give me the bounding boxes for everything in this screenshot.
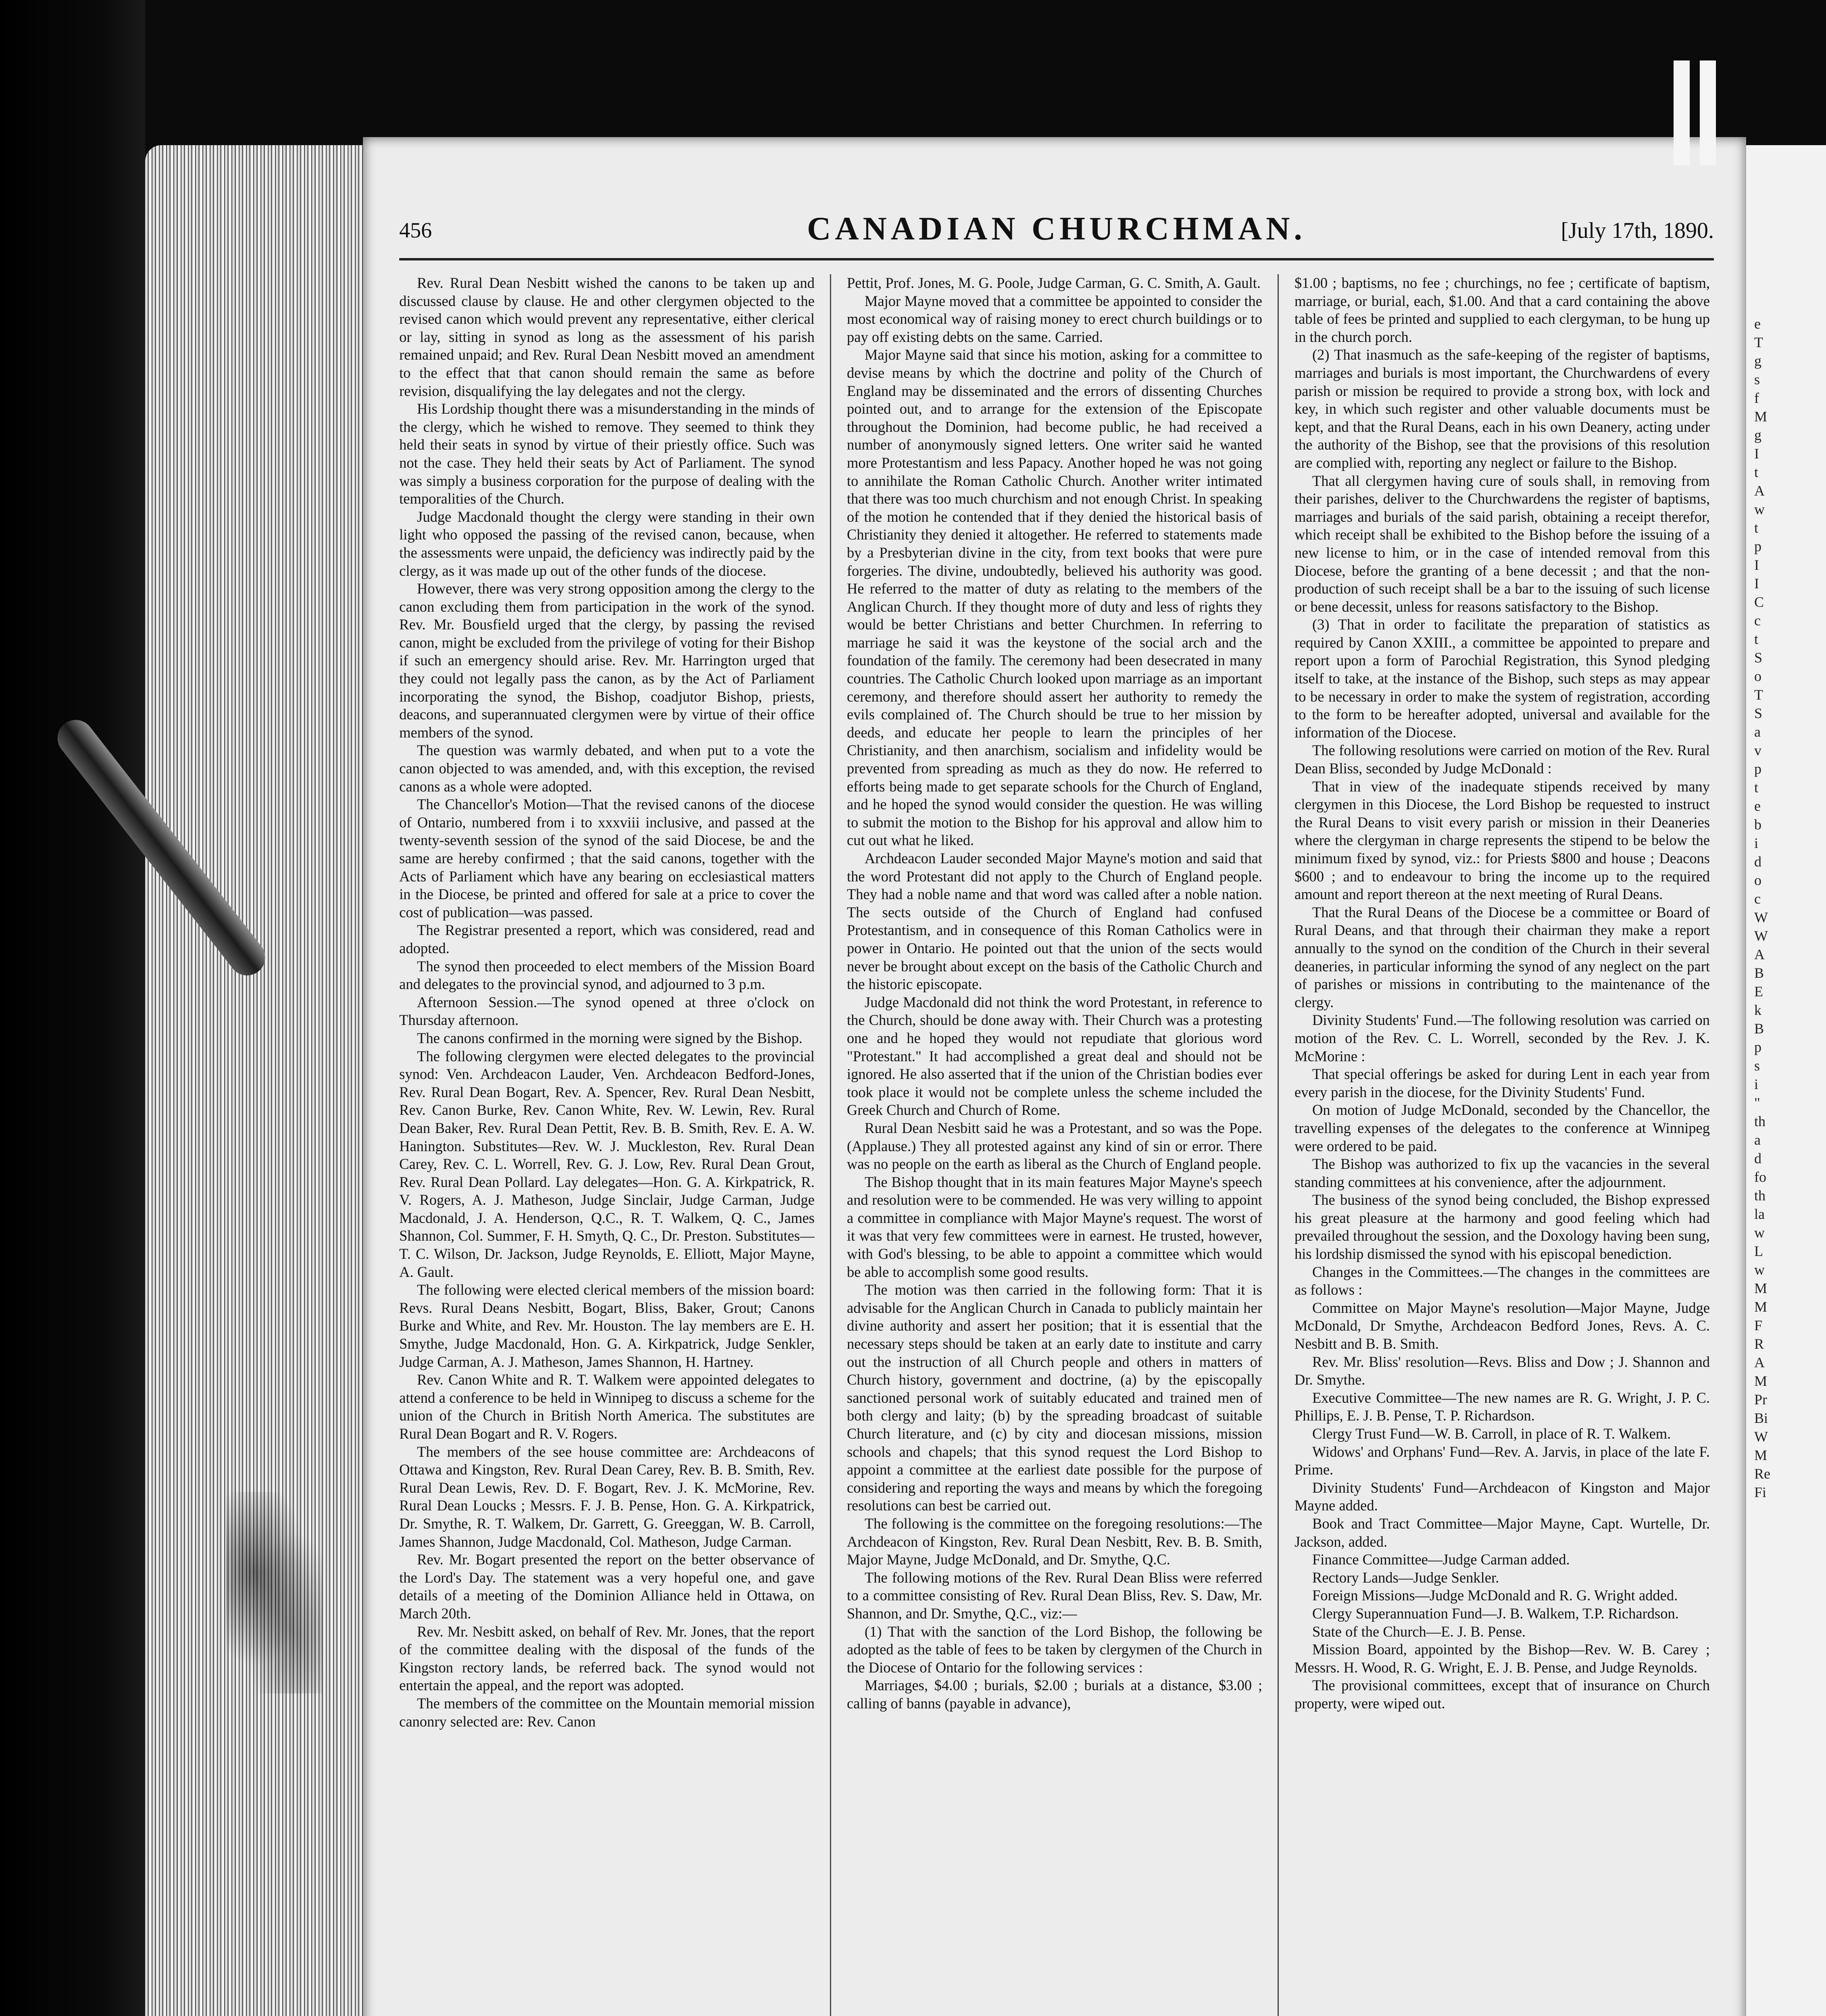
fragment-line: C: [1754, 594, 1764, 610]
fragment-line: Bi: [1754, 1410, 1768, 1426]
fragment-line: F: [1754, 1317, 1763, 1333]
paragraph: The question was warmly debated, and when put to a vote the canon objected to was amended, and, with this exception, the revised canons as a whole were adopted.: [399, 742, 815, 795]
paragraph: Archdeacon Lauder seconded Major Mayne's motion and said that the word Protestant did not apply to the Church of England people. They had a noble name and that word was called after a noble nation. The sects outside of the Church of England had confused Protestantism, and in consequence of this Roman Catholics were in power in Ontario. He pointed out that the union of the sects would never be brought about except on the basis of the Catholic Church and the historic episcopate.: [847, 850, 1262, 993]
paragraph: The synod then proceeded to elect members of the Mission Board and delegates to the provincial synod, and adjourned to 3 p.m.: [399, 958, 815, 993]
journal-title: CANADIAN CHURCHMAN.: [807, 210, 1306, 247]
fragment-line: w: [1754, 501, 1765, 517]
paragraph: The Bishop thought that in its main features Major Mayne's speech and resolution were to be commended. He was very willing to appoint a committee in compliance with Major Mayne's request. The worst of it was that very few committees were in earnest. He trusted, however, with God's blessing, to be able to appoint a committee which would be able to accomplish some good results.: [847, 1173, 1262, 1280]
fragment-line: p: [1754, 1039, 1761, 1055]
fragment-line: e: [1754, 798, 1761, 814]
paragraph: The following clergymen were elected delegates to the provincial synod: Ven. Archdeacon Lauder, Ven. Archdeacon Bedford-Jones, Rev. Rural Dean Bogart, Rev. A. Spencer, Rev. Rural Dean Nesbitt, Rev. Canon Burke, Rev. Canon White, Rev. W. Lewin, Rev. Rural Dean Baker, Rev. Rural Dean Pettit, Rev. B. B. Smith, Rev. E. A. W. Hanington. Substitutes—Rev. W. J. Muckleston, Rev. Rural Dean Carey, Rev. C. L. Worrell, Rev. G. J. Low, Rev. Rural Dean Grout, Rev. Rural Dean Pollard. Lay delegates—Hon. G. A. Kirkpatrick, R. V. Rogers, A. J. Matheson, Judge Sinclair, Judge Carman, Judge Macdonald, J. A. Henderson, Q.C., R. T. Walkem, Q. C., James Shannon, Col. Summer, F. H. Smyth, Q. C., Dr. Preston. Substitutes—T. C. Wilson, Dr. Jackson, Judge Reynolds, E. Elliott, Major Mayne, A. Gault.: [399, 1048, 815, 1280]
fragment-line: A: [1754, 946, 1765, 962]
paragraph: Rev. Mr. Bogart presented the report on the better observance of the Lord's Day. The statement was a very hopeful one, and gave details of a meeting of the Dominion Alliance held in Ottawa, on March 20th.: [399, 1551, 815, 1622]
fragment-line: M: [1754, 1280, 1768, 1296]
fragment-line: I: [1754, 446, 1759, 462]
fragment-line: p: [1754, 761, 1761, 777]
fragment-line: R: [1754, 1336, 1764, 1352]
fragment-line: Re: [1754, 1466, 1770, 1482]
fragment-line: W: [1754, 928, 1768, 944]
paragraph: The Registrar presented a report, which was considered, read and adopted.: [399, 922, 815, 956]
fragment-line: th: [1754, 1113, 1766, 1129]
paragraph: That special offerings be asked for during Lent in each year from every parish in the diocese, for the Divinity Students' Fund.: [1294, 1066, 1710, 1100]
paragraph: The following is the committee on the foregoing resolutions:—The Archdeacon of Kingston, Rev. Rural Dean Nesbitt, Rev. B. B. Smith, Major Mayne, Judge McDonald, and Dr. Smythe, Q.C.: [847, 1515, 1262, 1568]
fragment-line: t: [1754, 464, 1759, 480]
fragment-line: s: [1754, 371, 1760, 387]
fragment-line: b: [1754, 816, 1761, 833]
paragraph: The Chancellor's Motion—That the revised canons of the diocese of Ontario, numbered from i to xxxviii inclusive, and passed at the twenty-seventh session of the synod of the said Diocese, be and the same are hereby confirmed ; that the said canons, together with the Acts of Parliament which have any bearing on ecclesiastical matters in the Diocese, be printed and offered for sale at a price to cover the cost of publication—was passed.: [399, 796, 815, 921]
fragment-line: d: [1754, 1150, 1761, 1166]
column-3: [1294, 274, 1710, 2016]
paragraph: Finance Committee—Judge Carman added.: [1312, 1551, 1570, 1568]
fragment-line: Fi: [1754, 1484, 1767, 1500]
fragment-line: f: [1754, 390, 1759, 406]
column-divider: [830, 274, 831, 2016]
fragment-line: W: [1754, 909, 1768, 925]
fragment-line: g: [1754, 427, 1761, 443]
fragment-line: L: [1754, 1243, 1763, 1259]
fragment-line: th: [1754, 1187, 1766, 1204]
fragment-line: a: [1754, 1132, 1761, 1148]
fragment-line: E: [1754, 983, 1763, 1000]
paragraph: Widows' and Orphans' Fund—Rev. A. Jarvis, in place of the late F. Prime.: [1294, 1443, 1710, 1478]
paragraph: Committee on Major Mayne's resolution—Major Mayne, Judge McDonald, Dr Smythe, Archdeacon Bedford Jones, Revs. A. C. Nesbitt and B. B. Smith.: [1294, 1299, 1710, 1352]
paragraph: The canons confirmed in the morning were signed by the Bishop.: [417, 1029, 803, 1046]
fragment-line: a: [1754, 724, 1761, 740]
fragment-line: B: [1754, 1020, 1764, 1037]
adjacent-page-text: [1754, 314, 1823, 1502]
paragraph: Divinity Students' Fund.—The following resolution was carried on motion of the Rev. C. L. Worrell, seconded by the Rev. J. K. McMorine :: [1294, 1012, 1710, 1064]
paragraph: The following motions of the Rev. Rural Dean Bliss were referred to a committee consisting of Rev. Rural Dean Bliss, Rev. S. Daw, Mr. Shannon, and Dr. Smythe, Q.C., viz:—: [847, 1569, 1262, 1622]
paragraph: Marriages, $4.00 ; burials, $2.00 ; burials at a distance, $3.00 ; calling of banns (payable in advance),: [847, 1677, 1262, 1712]
paragraph: That in view of the inadequate stipends received by many clergymen in this Diocese, the Lord Bishop be requested to instruct the Rural Deans to visit every parish or mission in their Deaneries where the clergyman in charge represents the stipend to be below the minimum fixed by synod, viz.: for Priests $800 and house ; Deacons $600 ; and to endeavour to bring the income up to the required amount and report thereon at the next meeting of Rural Deans.: [1294, 778, 1710, 903]
page-header: [399, 210, 1714, 260]
fragment-line: p: [1754, 538, 1761, 554]
column-1: [399, 274, 815, 2016]
paragraph: Judge Macdonald thought the clergy were standing in their own light who opposed the passing of the revised canon, because, when the assessments were unpaid, the deficiency was indirectly paid by the clergy, as it was made up out of the other funds of the diocese.: [399, 508, 815, 579]
paragraph: The business of the synod being concluded, the Bishop expressed his great pleasure at the harmony and good feeling which had prevailed throughout the session, and the Doxology having been sung, his lordship dismissed the synod with his episcopal benediction.: [1294, 1191, 1710, 1262]
fragment-line: d: [1754, 854, 1761, 870]
fragment-line: S: [1754, 650, 1763, 666]
paragraph: Rural Dean Nesbitt said he was a Protestant, and so was the Pope. (Applause.) They all protested against any kind of sin or error. There was no people on the earth as liberal as the Church of England people.: [847, 1119, 1262, 1173]
paragraph: Rectory Lands—Judge Senkler.: [1312, 1569, 1499, 1586]
fragment-line: v: [1754, 742, 1761, 758]
fragment-line: i: [1754, 835, 1759, 851]
paragraph: Divinity Students' Fund—Archdeacon of Kingston and Major Mayne added.: [1294, 1479, 1710, 1514]
fragment-line: S: [1754, 705, 1763, 721]
article-columns: [399, 274, 1714, 2016]
paragraph: His Lordship thought there was a misunderstanding in the minds of the clergy, which he wished to remove. They seemed to think they held their seats in synod by virtue of their priestly office. Such was not the case. They held their seats by Act of Parliament. The synod was simply a business corporation for the purpose of dealing with the temporalities of the Church.: [399, 400, 815, 507]
film-marker-bar: [1700, 60, 1716, 165]
fragment-line: M: [1754, 1299, 1768, 1315]
paragraph: Major Mayne said that since his motion, asking for a committee to devise means by which the doctrine and polity of the Church of England may be disseminated and the errors of dissenting Churches pointed out, and to arrange for the extension of the Episcopate throughout the Dominion, had become public, he had received a number of anonymously signed letters. One writer said he wanted more Protestantism and less Papacy. Another hoped he was not going to annihilate the Roman Catholic Church. Another writer intimated that there was too much churchism and not enough Christ. In speaking of the motion he contended that if they denied the historical basis of Christianity they denied it altogether. He referred to statements made by a Presbyterian divine in the city, from text books that were pure forgeries. The divine, undoubtedly, believed his authority was good. He referred to the matter of duty as relating to the members of the Anglican Church. If they thought more of duty and less of rights they would be better Christians and better Churchmen. In referring to marriage he said it was the keystone of the social arch and the foundation of the family. The ceremony had been desecrated in many countries. The Catholic Church looked upon marriage as an important ceremony, and therefore should assert her authority to remedy the evils complained of. The Church should be true to her mission by deeds, and educate her people to learn the principles of her Christianity, and then anarchism, socialism and infidelity would be prevented from spreading as much as they do now. He referred to efforts being made to get separate schools for the Church of England, and he hoped the synod would consider the question. He was willing to submit the motion to the Bishop for his approval and allow him to cut out what he liked.: [847, 346, 1262, 849]
paragraph: Clergy Superannuation Fund—J. B. Walkem, T.P. Richardson.: [1312, 1605, 1679, 1622]
paragraph: Rev. Mr. Nesbitt asked, on behalf of Rev. Mr. Jones, that the report of the committee dealing with the disposal of the funds of the Kingston rectory lands, be referred back. The synod would not entertain the appeal, and the report was adopted.: [399, 1623, 815, 1694]
paragraph: The members of the see house committee are: Archdeacons of Ottawa and Kingston, Rev. Rural Dean Carey, Rev. B. B. Smith, Rev. Rural Dean Lewis, Rev. D. F. Bogart, Rev. J. K. McMorine, Rev. Rural Dean Loucks ; Messrs. F. J. B. Pense, Hon. G. A. Kirkpatrick, Dr. Smythe, R. T. Walkem, Dr. Garrett, G. Greeggan, W. B. Carroll, James Shannon, Judge Macdonald, Col. Matheson, Judge Carman.: [399, 1443, 815, 1550]
column-divider: [1278, 274, 1279, 2016]
paragraph: Judge Macdonald did not think the word Protestant, in reference to the Church, should be done away with. Their Church was a protesting one and he hoped they would not repudiate that glorious word "Protestant." It had accomplished a great deal and should not be ignored. He also asserted that if the union of the Christian bodies ever took place it would not be complete unless the scheme included the Greek Church and Church of Rome.: [847, 993, 1262, 1118]
paragraph: Foreign Missions—Judge McDonald and R. G. Wright added.: [1312, 1587, 1678, 1604]
paragraph: The motion was then carried in the following form: That it is advisable for the Anglican Church in Canada to publicly maintain her divine authority and assert her position; that it is essential that the necessary steps should be taken at an early date to institute and carry out the instruction of all Church people and others in matters of Church history, government and doctrine, (a) by the episcopally sanctioned personal work of suitably educated and trained men of both clergy and laity; (b) by the spreading broadcast of suitable Church literature, and (c) by city and diocesan missions, mission schools and chapels; that this synod request the Lord Bishop to appoint a committee at the earliest date possible for the purpose of considering and reporting the ways and means by which the foregoing resolutions can best be carried out.: [847, 1281, 1262, 1514]
paragraph: Book and Tract Committee—Major Mayne, Capt. Wurtelle, Dr. Jackson, added.: [1294, 1515, 1710, 1550]
fragment-line: t: [1754, 631, 1759, 647]
fragment-line: fo: [1754, 1169, 1766, 1185]
paragraph: The members of the committee on the Mountain memorial mission canonry selected are: Rev. Canon: [399, 1695, 815, 1730]
fragment-line: o: [1754, 872, 1761, 888]
ink-stains: [226, 1492, 323, 1693]
paragraph: Executive Committee—The new names are R. G. Wright, J. P. C. Phillips, E. J. B. Pense, T. P. Richardson.: [1294, 1389, 1710, 1424]
paragraph: Rev. Mr. Bliss' resolution—Revs. Bliss and Dow ; J. Shannon and Dr. Smythe.: [1294, 1353, 1710, 1388]
paragraph: Rev. Canon White and R. T. Walkem were appointed delegates to attend a conference to be held in Winnipeg to discuss a scheme for the union of the Church in British North America. The substitutes are Rural Dean Bogart and R. V. Rogers.: [399, 1371, 815, 1442]
fragment-line: Pr: [1754, 1391, 1768, 1408]
fragment-line: c: [1754, 612, 1761, 629]
fragment-line: A: [1754, 483, 1765, 499]
paragraph: (3) That in order to facilitate the preparation of statistics as required by Canon XXIII., a committee be appointed to prepare and report upon a form of Parochial Registration, this Synod pledging itself to take, at the instance of the Bishop, such steps as may appear to be necessary in order to make the system of registration, according to the form to be hereafter adopted, universal and available for the information of the Diocese.: [1294, 616, 1710, 741]
fragment-line: k: [1754, 1002, 1761, 1018]
paragraph: Changes in the Committees.—The changes in the committees are as follows :: [1294, 1263, 1710, 1298]
column-2: [847, 274, 1262, 2016]
fragment-line: T: [1754, 687, 1763, 703]
book-page-edges: [145, 145, 371, 2016]
paragraph: State of the Church—E. J. B. Pense.: [1312, 1623, 1526, 1640]
paragraph: $1.00 ; baptisms, no fee ; churchings, no fee ; certificate of baptism, marriage, or burial, each, $1.00. And that a card containing the above table of fees be printed and supplied to each clergyman, to be hung up in the church porch.: [1294, 275, 1710, 345]
paragraph: Mission Board, appointed by the Bishop—Rev. W. B. Carey ; Messrs. H. Wood, R. G. Wright, E. J. B. Pense, and Judge Reynolds.: [1294, 1641, 1710, 1676]
fragment-line: T: [1754, 334, 1763, 350]
paragraph: The provisional committees, except that of insurance on Church property, were wiped out.: [1294, 1677, 1710, 1712]
paragraph: However, there was very strong opposition among the clergy to the canon excluding them from participation in the work of the synod. Rev. Mr. Bousfield urged that the clergy, by passing the revised canon, might be excluded from the privilege of voting for their Bishop if such an emergency should arise. Rev. Mr. Harrington urged that they could not legally pass the canon, as by the Act of Parliament incorporating the synod, the Bishop, coadjutor Bishop, priests, deacons, and superannuated clergymen were by virtue of their office members of the synod.: [399, 580, 815, 741]
paragraph: (2) That inasmuch as the safe-keeping of the register of baptisms, marriages and burials is most important, the Churchwardens of every parish or mission be required to provide a strong box, with lock and key, in which such register and other valuable documents must be kept, and that the Rural Deans, each in his own Deanery, acting under the authority of the Bishop, see that the provisions of this resolution are complied with, reporting any neglect or failure to the Bishop.: [1294, 346, 1710, 471]
fragment-line: A: [1754, 1354, 1765, 1370]
fragment-line: ": [1754, 1095, 1760, 1111]
fragment-line: W: [1754, 1429, 1768, 1445]
fragment-line: I: [1754, 557, 1759, 573]
paragraph: Clergy Trust Fund—W. B. Carroll, in place of R. T. Walkem.: [1312, 1425, 1671, 1442]
paragraph: On motion of Judge McDonald, seconded by the Chancellor, the travelling expenses of the delegates to the conference at Winnipeg were ordered to be paid.: [1294, 1102, 1710, 1154]
paragraph: Major Mayne moved that a committee be appointed to consider the most economical way of raising money to erect church buildings or to pay off existing debts on the same. Carried.: [847, 292, 1262, 345]
fragment-line: t: [1754, 779, 1759, 796]
paragraph: The following resolutions were carried on motion of the Rev. Rural Dean Bliss, seconded by Judge McDonald :: [1294, 742, 1710, 777]
paragraph: Afternoon Session.—The synod opened at three o'clock on Thursday afternoon.: [399, 993, 815, 1029]
fragment-line: w: [1754, 1262, 1765, 1278]
paragraph: (1) That with the sanction of the Lord Bishop, the following be adopted as the table of fees to be taken by clergymen of the Church in the Diocese of Ontario for the following services :: [847, 1623, 1262, 1676]
film-marker-bar: [1674, 60, 1690, 165]
paragraph: The Bishop was authorized to fix up the vacancies in the several standing committees at his convenience, after the adjournment.: [1294, 1156, 1710, 1190]
fragment-line: e: [1754, 316, 1761, 332]
paragraph: That the Rural Deans of the Diocese be a committee or Board of Rural Deans, and that through their chairman they make a report annually to the synod on the condition of the Church in their several deaneries, in particular informing the synod of any neglect on the part of parishes or missions in contributing to the maintenance of the clergy.: [1294, 904, 1710, 1010]
issue-date: [July 17th, 1890.: [1561, 218, 1714, 243]
fragment-line: s: [1754, 1058, 1760, 1074]
fragment-line: w: [1754, 1225, 1765, 1241]
film-edge-left: [0, 0, 145, 2016]
paragraph: The following were elected clerical members of the mission board: Revs. Rural Deans Nesbitt, Bogart, Bliss, Baker, Grout; Canons Burke and White, and Rev. Mr. Houston. The lay members are E. H. Smythe, Judge Macdonald, Hon. G. A. Kirkpatrick, Judge Senkler, Judge Carman, A. J. Matheson, James Shannon, H. Hartney.: [399, 1281, 815, 1370]
fragment-line: I: [1754, 575, 1759, 591]
fragment-line: i: [1754, 1076, 1759, 1092]
fragment-line: g: [1754, 353, 1761, 369]
fragment-line: B: [1754, 965, 1764, 981]
paragraph: That all clergymen having cure of souls shall, in removing from their parishes, deliver to the Churchwardens the register of baptisms, marriages and burials of the said parish, obtaining a receipt therefor, which receipt shall be exhibited to the Bishop before the issuing of a new license to him, or in the case of intended removal from this Diocese, before the granting of a bene decessit ; and that the non-production of such receipt shall be a bar to the issuing of such license or bene decessit, unless for reasons satisfactory to the Bishop.: [1294, 472, 1710, 615]
fragment-line: M: [1754, 408, 1768, 425]
fragment-line: la: [1754, 1206, 1765, 1222]
fragment-line: t: [1754, 520, 1759, 536]
fragment-line: M: [1754, 1373, 1768, 1389]
page-number: 456: [399, 218, 432, 242]
fragment-line: M: [1754, 1447, 1768, 1463]
fragment-line: o: [1754, 668, 1761, 684]
paragraph: Pettit, Prof. Jones, M. G. Poole, Judge Carman, G. C. Smith, A. Gault.: [847, 275, 1261, 291]
fragment-line: c: [1754, 891, 1761, 907]
paragraph: Rev. Rural Dean Nesbitt wished the canons to be taken up and discussed clause by clause. He and other clergymen objected to the revised canon which would prevent any representative, either clerical or lay, sitting in synod as long as the assessment of his parish remained unpaid; and Rev. Rural Dean Nesbitt moved an amendment to the effect that that canon should remain the same as before revision, disqualifying the lay delegates and not the clergy.: [399, 275, 815, 399]
